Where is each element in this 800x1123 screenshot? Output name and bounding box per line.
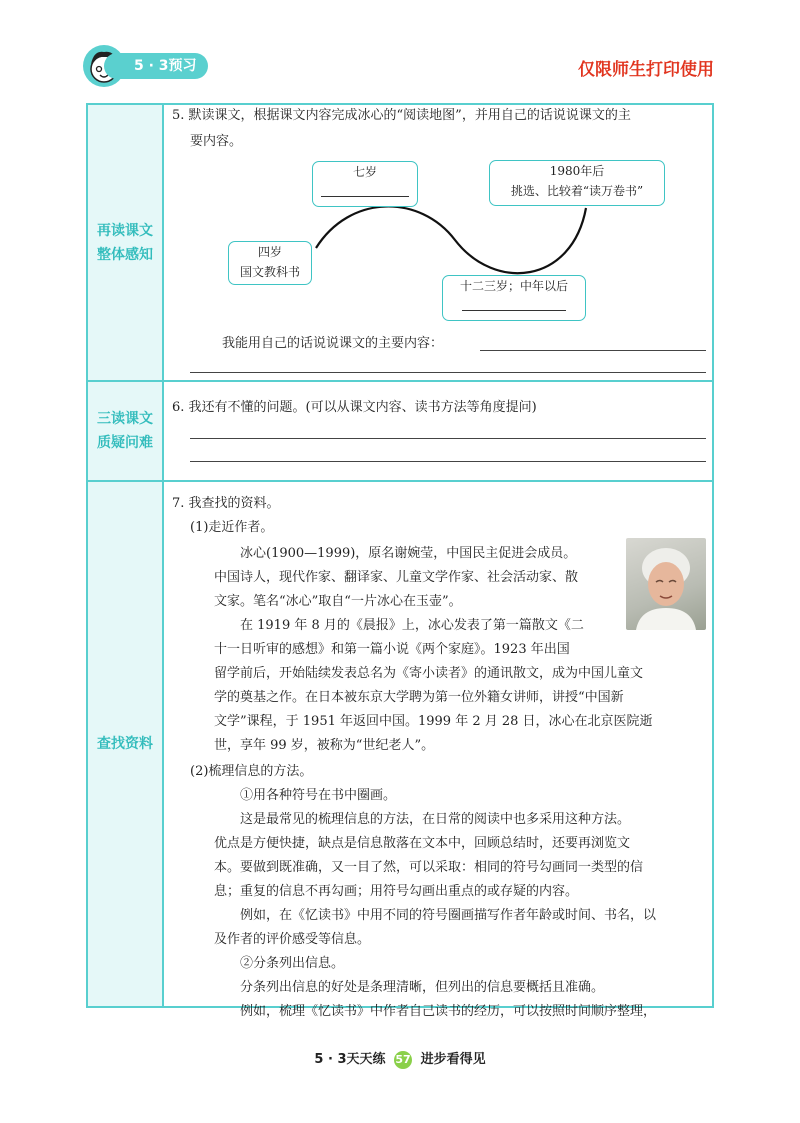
q5-line2: 要内容。 xyxy=(190,134,243,149)
q5-line1: 5. 默读课文，根据课文内容完成冰心的“阅读地图”，并用自己的话说说课文的主 xyxy=(172,108,631,123)
section-label-research: 查找资料 xyxy=(88,482,164,1006)
bio-line: 中国诗人，现代作家、翻译家、儿童文学作家、社会活动家、散 xyxy=(214,570,579,585)
map-box-age12: 十二三岁；中年以后 xyxy=(442,275,586,321)
page-footer xyxy=(0,1048,800,1069)
section-label-reread: 再读课文 整体感知 xyxy=(88,105,164,380)
method-line: ①用各种符号在书中圈画。 xyxy=(240,788,397,803)
map-box-age7: 七岁 xyxy=(312,161,418,207)
method-line: 分条列出信息的好处是条理清晰，但列出的信息要概括且准确。 xyxy=(240,980,605,995)
page-number: 57 xyxy=(394,1051,412,1069)
footer-left: 5 · 3天天练 xyxy=(314,1052,386,1067)
answer-line[interactable] xyxy=(190,438,706,439)
bio-line: 在 1919 年 8 月的《晨报》上，冰心发表了第一篇散文《二 xyxy=(240,618,584,633)
method-line: 本。要做到既准确，又一目了然，可以采取：相同的符号勾画同一类型的信 xyxy=(214,860,644,875)
bio-line: 世，享年 99 岁，被称为“世纪老人”。 xyxy=(214,738,435,753)
row-divider xyxy=(88,380,712,382)
page-header xyxy=(0,0,800,100)
method-line: 息；重复的信息不再勾画；用符号勾画出重点的或存疑的内容。 xyxy=(214,884,579,899)
method-line: 例如，梳理《忆读书》中作者自己读书的经历，可以按照时间顺序整理， xyxy=(240,1004,657,1019)
footer-right: 进步看得见 xyxy=(420,1052,486,1067)
q7-sub2: (2)梳理信息的方法。 xyxy=(190,764,313,779)
bio-line: 学的奠基之作。在日本被东京大学聘为第一位外籍女讲师，讲授“中国新 xyxy=(214,690,624,705)
method-line: ②分条列出信息。 xyxy=(240,956,345,971)
answer-blank[interactable] xyxy=(321,182,409,197)
bio-line: 十一日听审的感想》和第一篇小说《两个家庭》。1923 年出国 xyxy=(214,642,570,657)
bio-line: 文学”课程，于 1951 年返回中国。1999 年 2 月 28 日，冰心在北京医院逝 xyxy=(214,714,653,729)
author-photo xyxy=(626,538,706,630)
q7-sub1: (1)走近作者。 xyxy=(190,520,274,535)
method-line: 及作者的评价感受等信息。 xyxy=(214,932,371,947)
method-line: 这是最常见的梳理信息的方法，在日常的阅读中也多采用这种方法。 xyxy=(240,812,631,827)
answer-line[interactable] xyxy=(480,350,706,351)
reading-map-curve xyxy=(310,200,600,280)
q7-title: 7. 我查找的资料。 xyxy=(172,496,280,511)
map-box-age4: 四岁 国文教科书 xyxy=(228,241,312,285)
row-divider xyxy=(88,480,712,482)
map-box-after1980: 1980年后 挑选、比较着“读万卷书” xyxy=(489,160,665,206)
series-badge: 5 · 3预习单 xyxy=(104,53,208,79)
q5-prompt: 我能用自己的话说说课文的主要内容： xyxy=(222,336,444,351)
answer-blank[interactable] xyxy=(462,296,566,311)
answer-line[interactable] xyxy=(190,461,706,462)
method-line: 优点是方便快捷，缺点是信息散落在文本中，回顾总结时，还要再浏览文 xyxy=(214,836,631,851)
portrait-icon xyxy=(626,538,706,630)
bio-line: 留学前后，开始陆续发表总名为《寄小读者》的通讯散文，成为中国儿童文 xyxy=(214,666,644,681)
bio-line: 文家。笔名“冰心”取自“一片冰心在玉壶”。 xyxy=(214,594,462,609)
q6-text: 6. 我还有不懂的问题。(可以从课文内容、读书方法等角度提问) xyxy=(172,400,537,415)
section-label-question: 三读课文 质疑问难 xyxy=(88,382,164,480)
method-line: 例如，在《忆读书》中用不同的符号圈画描写作者年龄或时间、书名，以 xyxy=(240,908,657,923)
answer-line[interactable] xyxy=(190,372,706,373)
bio-line: 冰心(1900—1999)，原名谢婉莹，中国民主促进会成员。 xyxy=(240,546,577,561)
print-notice: 仅限师生打印使用 xyxy=(578,60,714,80)
